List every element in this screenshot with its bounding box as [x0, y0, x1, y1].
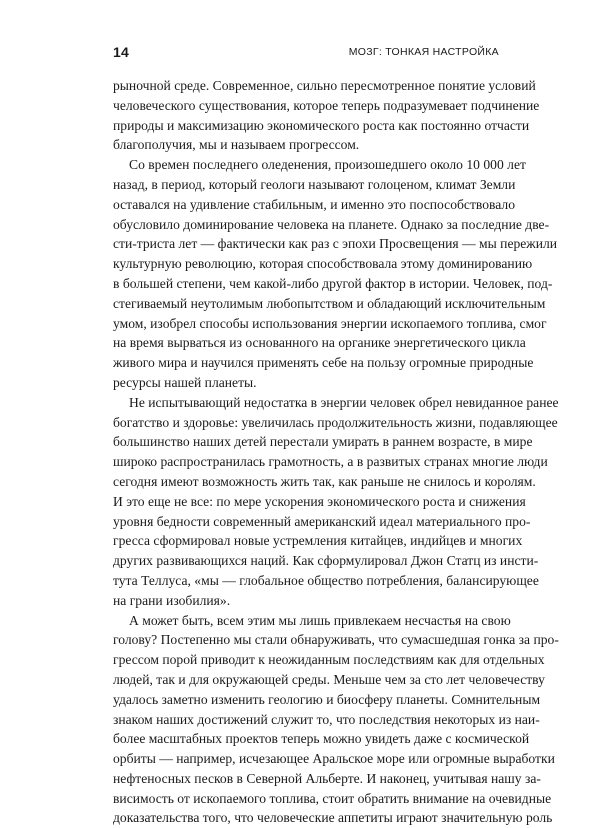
text-line: А может быть, всем этим мы лишь привлекаем несчастья на свою — [129, 612, 511, 628]
text-line: сегодня имеют возможность жить так, как раньше не снилось и королям. — [113, 473, 536, 489]
text-line: большинство наших детей перестали умирать в раннем возрасте, в мире — [113, 434, 533, 450]
text-line: Со времен последнего оледенения, произошедшего около 10 000 лет — [129, 157, 526, 173]
text-line: на время вырваться из основанного на органике энергетического цикла — [113, 335, 526, 351]
text-line: на грани изобилия». — [113, 592, 231, 608]
text-line: человеческого существования, которое теперь подразумевает подчинение — [113, 97, 540, 113]
text-line: природы и максимизацию экономического роста как постоянно отчасти — [113, 117, 530, 133]
text-line: в большей степени, чем какой-либо другой фактор в истории. Человек, под- — [113, 275, 553, 291]
page-number: 14 — [113, 44, 129, 60]
text-line: широко распространилась грамотность, а в развитых странах многие люди — [113, 454, 548, 470]
text-line: умом, изобрел способы использования энергии ископаемого топлива, смог — [113, 315, 547, 331]
page-header — [113, 44, 499, 64]
text-line: орбиты — например, исчезающее Аральское море или огромные выработки — [113, 751, 555, 767]
text-line: других развивающихся наций. Как сформулировал Джон Статц из инсти- — [113, 553, 539, 569]
text-line: ресурсы нашей планеты. — [113, 374, 257, 390]
text-line: Не испытывающий недостатка в энергии человек обрел невиданное ранее — [129, 394, 559, 410]
text-line: более масштабных проектов теперь можно увидеть даже с космической — [113, 731, 530, 747]
text-line: назад, в период, который геологи называют голоценом, климат Земли — [113, 176, 516, 192]
text-line: уровня бедности современный американский идеал материального про- — [113, 513, 531, 529]
text-line: культурную революцию, которая способствовала этому доминированию — [113, 256, 533, 272]
text-line: рыночной среде. Современное, сильно пересмотренное понятие условий — [113, 78, 536, 93]
text-line: сти-триста лет — фактически как раз с эпохи Просвещения — мы пережили — [113, 236, 558, 252]
text-line: стегиваемый неутолимым любопытством и обладающий исключительным — [113, 295, 546, 311]
text-line: голову? Постепенно мы стали обнаруживать, что сумасшедшая гонка за про- — [113, 632, 559, 648]
text-line: тута Теллуса, «мы — глобальное общество потребления, балансирующее — [113, 572, 539, 588]
text-line: людей, так и для окружающей среды. Меньше чем за сто лет человечеству — [113, 671, 545, 687]
text-line: грессом порой приводит к неожиданным последствиям как для отдельных — [113, 652, 545, 668]
text-line: гресса сформировал новые устремления китайцев, индийцев и многих — [113, 533, 523, 549]
text-line: оставался на удивление стабильным, и именно это поспособствовало — [113, 196, 515, 212]
text-line: удалось заметно изменить геологию и биосферу планеты. Сомнительным — [113, 691, 541, 707]
text-line: знаком наших достижений служит то, что последствия некоторых из наи- — [113, 711, 540, 727]
text-line: богатство и здоровье: увеличилась продолжительность жизни, подавляющее — [113, 414, 558, 430]
text-line: нефтеносных песков в Северной Альберте. И наконец, учитывая нашу за- — [113, 770, 541, 786]
text-line: живого мира и научился применять себе на пользу огромные природные — [113, 355, 534, 371]
text-line: висимость от ископаемого топлива, стоит обратить внимание на очевидные — [113, 790, 552, 806]
body-text — [113, 76, 559, 828]
text-line: доказательства того, что человеческие аппетиты играют значительную роль — [113, 810, 553, 826]
running-head: МОЗГ: ТОНКАЯ НАСТРОЙКА — [348, 46, 499, 58]
text-line: благополучия, мы и называем прогрессом. — [113, 137, 360, 153]
text-line: И это еще не все: по мере ускорения экономического роста и снижения — [113, 493, 526, 509]
text-line: обусловило доминирование человека на планете. Однако за последние две- — [113, 216, 550, 232]
